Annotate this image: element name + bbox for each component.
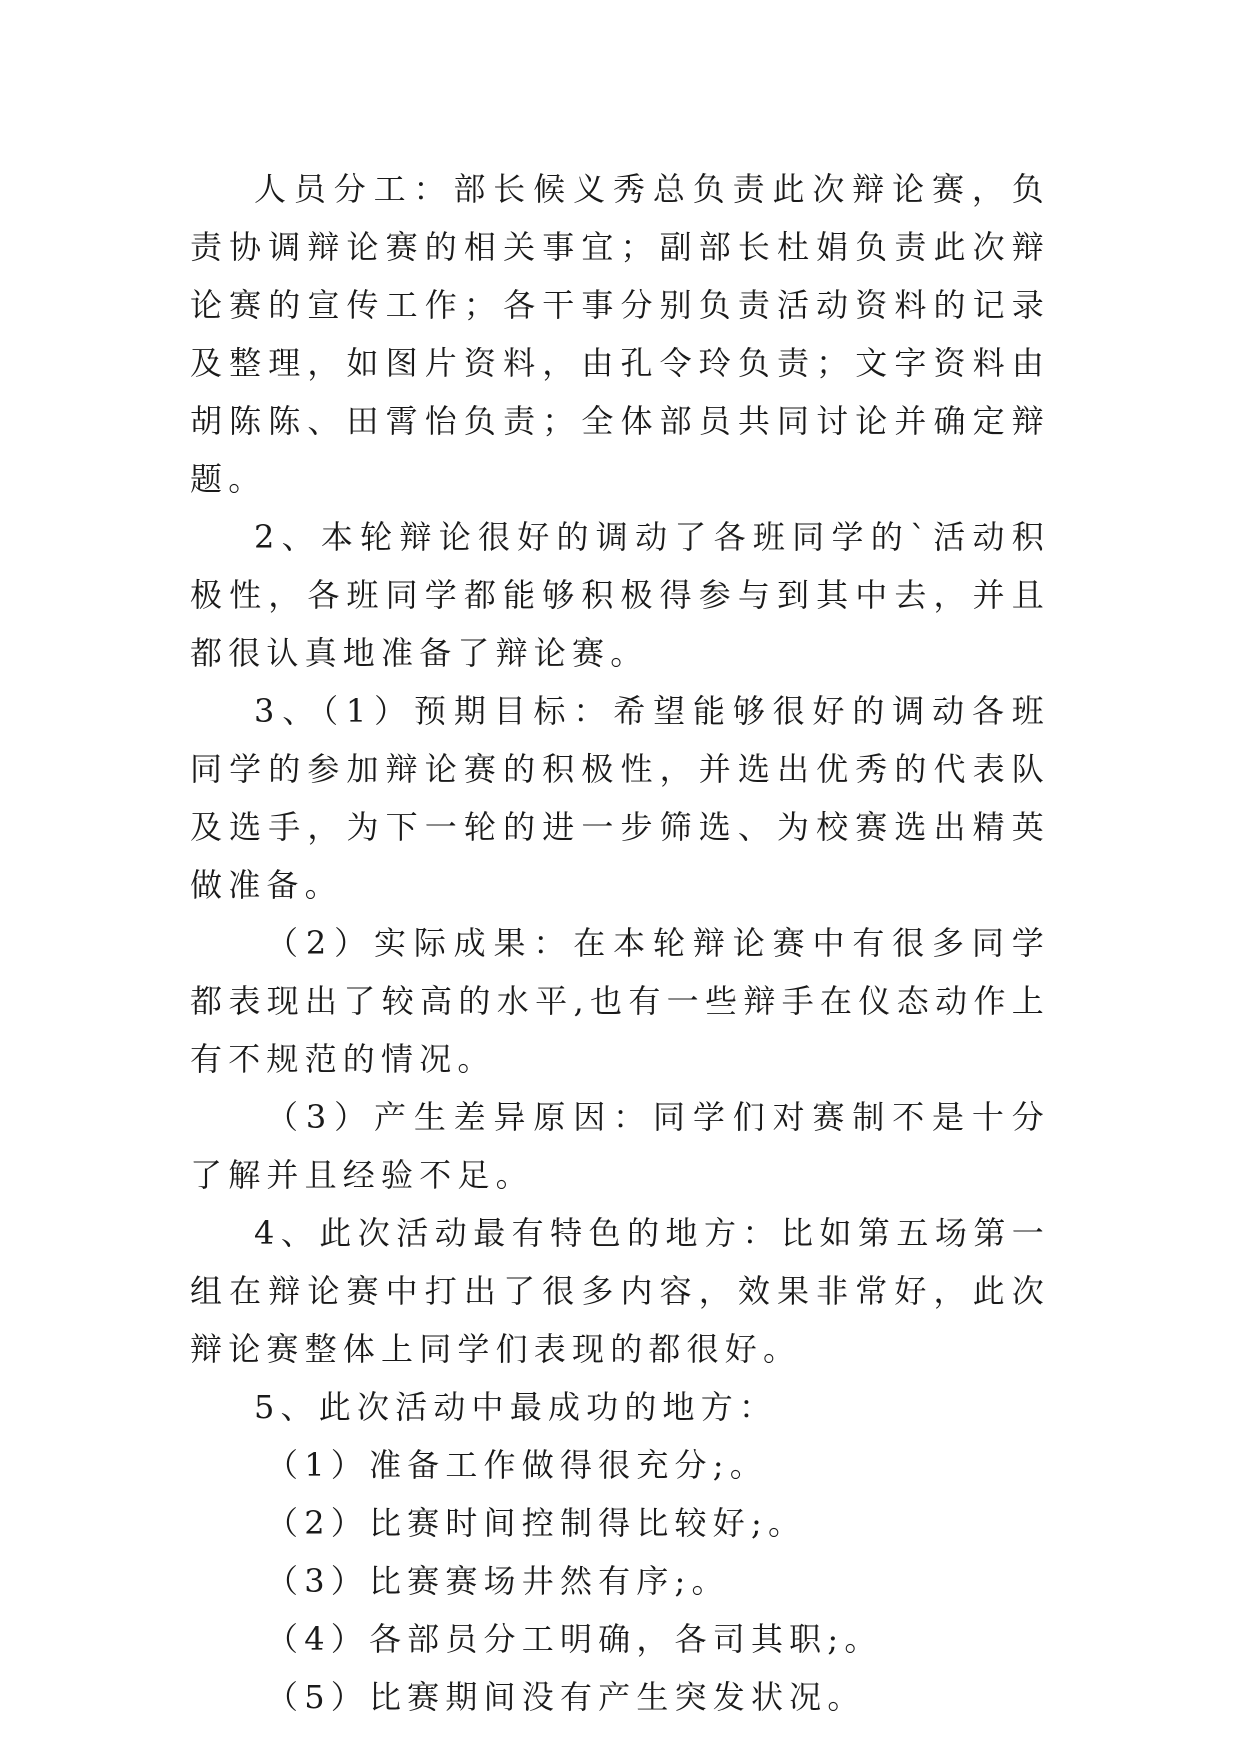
- success-item: （5）比赛期间没有产生突发状况。: [266, 1678, 866, 1716]
- feature-paragraph: 4、此次活动最有特色的地方：比如第五场第一组在辩论赛中打出了很多内容，效果非常好，此次辩论赛整体上同学们表现的都很好。: [190, 1214, 1050, 1368]
- result-paragraph: （2）实际成果：在本轮辩论赛中有很多同学都表现出了较高的水平,也有一些辩手在仪态动作上有不规范的情况。: [190, 924, 1050, 1078]
- success-item: （2）比赛时间控制得比较好;。: [266, 1504, 807, 1542]
- document-body: [190, 160, 1050, 1726]
- goal-paragraph: 3、（1）预期目标：希望能够很好的调动各班同学的参加辩论赛的积极性，并选出优秀的代表队及选手，为下一轮的进一步筛选、为校赛选出精英做准备。: [190, 692, 1050, 904]
- success-heading: 5、此次活动中最成功的地方：: [254, 1388, 778, 1426]
- cause-paragraph: （3）产生差异原因：同学们对赛制不是十分了解并且经验不足。: [190, 1098, 1050, 1194]
- participation-paragraph: 2、本轮辩论很好的调动了各班同学的`活动积极性，各班同学都能够积极得参与到其中去，并且都很认真地准备了辩论赛。: [190, 518, 1050, 672]
- success-item: （3）比赛赛场井然有序;。: [266, 1562, 730, 1600]
- success-item: （1）准备工作做得很充分;。: [266, 1446, 768, 1484]
- success-item: （4）各部员分工明确，各司其职;。: [266, 1620, 883, 1658]
- staffing-paragraph: 人员分工：部长候义秀总负责此次辩论赛，负责协调辩论赛的相关事宜；副部长杜娟负责此次辩论赛的宣传工作；各干事分别负责活动资料的记录及整理，如图片资料，由孔令玲负责；文字资料由胡陈陈、田霄怡负责；全体部员共同讨论并确定辩题。: [190, 170, 1050, 498]
